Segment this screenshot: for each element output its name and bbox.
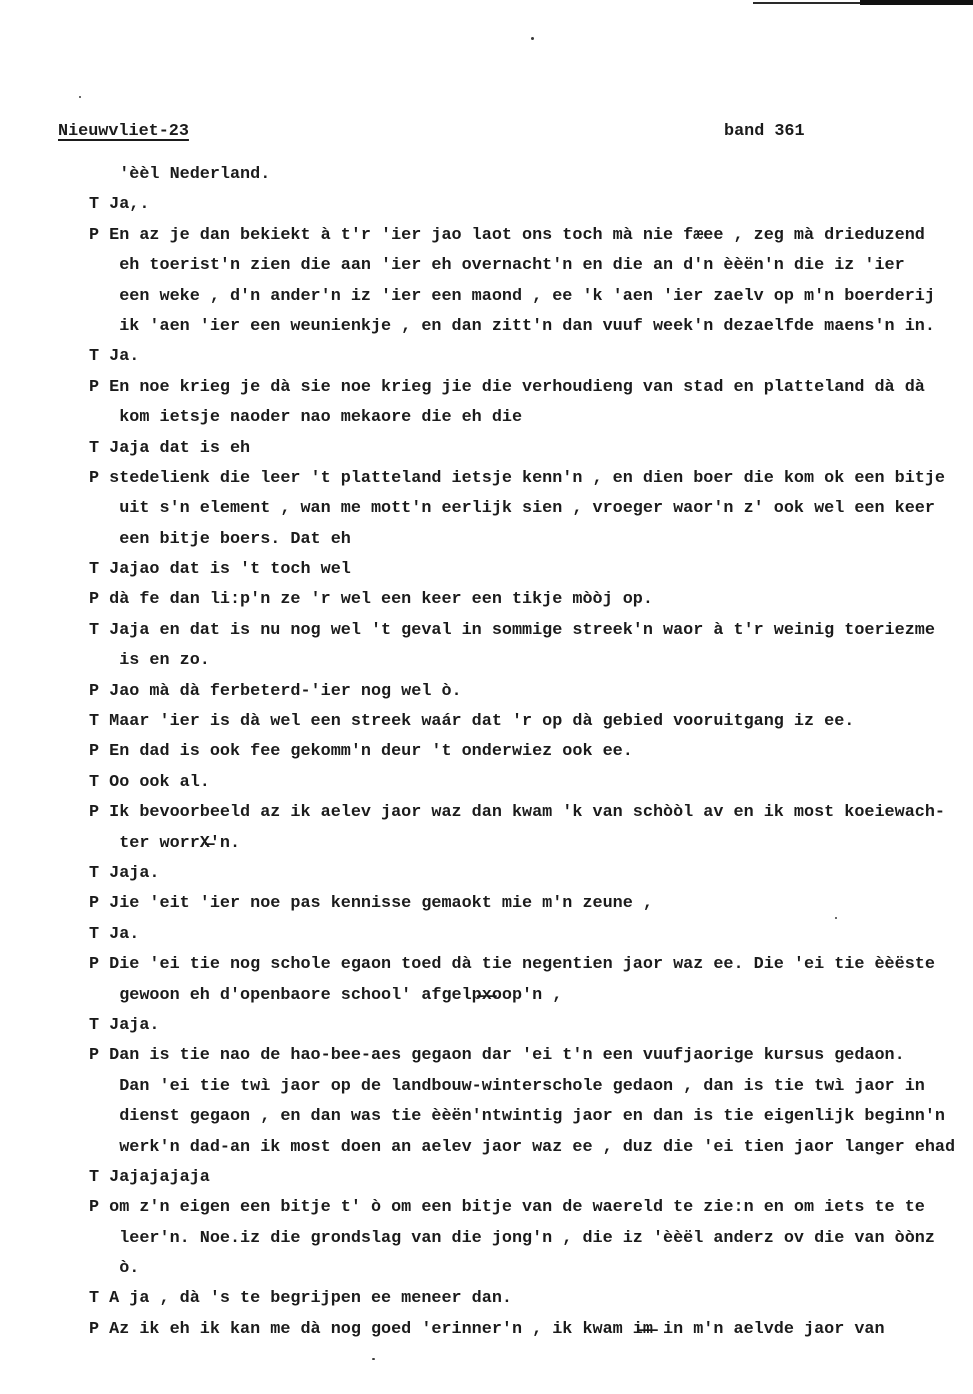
transcript-line: P dà fe dan li:p'n ze 'r wel een keer een tikje mòòj op.: [89, 590, 653, 610]
transcript-line: T Jajao dat is 't toch wel: [89, 560, 351, 580]
transcript-line: T Jaja.: [89, 1015, 160, 1035]
transcript-line: P Az ik eh ik kan me dà nog goed 'erinner'n , ik kwam i̶m̶ in m'n aelvde jaor van: [89, 1319, 885, 1339]
transcript-line: T Ja,.: [89, 195, 150, 215]
scan-edge-line: [860, 0, 973, 5]
transcript-line: P En dad is ook fee gekomm'n deur 't onderwiez ook ee.: [89, 742, 633, 762]
transcript-line: P Die 'ei tie nog schole egaon toed dà tie negentien jaor waz ee. Die 'ei tie èèëste: [89, 955, 935, 975]
transcript-line: dienst gegaon , en dan was tie èèën'ntwintig jaor en dan is tie eigenlijk beginn'n: [89, 1107, 945, 1127]
transcript-line: een bitje boers. Dat eh: [89, 529, 351, 549]
transcript-line: P En noe krieg je dà sie noe krieg jie die verhoudieng van stad en platteland dà dà: [89, 377, 925, 397]
transcript-line: Dan 'ei tie twì jaor op de landbouw-winterschole gedaon , dan is tie twì jaor in: [89, 1076, 925, 1096]
page-title: Nieuwvliet-23: [58, 122, 189, 141]
transcript-line: een weke , d'n ander'n iz 'ier een maond , ee 'k 'aen 'ier zaelv op m'n boerderij: [89, 286, 935, 306]
band-number-label: band 361: [724, 122, 805, 141]
transcript-line: P En az je dan bekiekt à t'r 'ier jao laot ons toch mà nie fæee , zeg mà drieduzend: [89, 225, 925, 245]
transcript-line: leer'n. Noe.iz die grondslag van die jong'n , die iz 'èèël anderz ov die van òònz: [89, 1228, 935, 1248]
transcript-line: T Jajajajaja: [89, 1167, 210, 1187]
transcript-line: ik 'aen 'ier een weunienkje , en dan zitt'n dan vuuf week'n dezaelfde maens'n in.: [89, 316, 935, 336]
transcript-line: T Maar 'ier is dà wel een streek waár dat 'r op dà gebied vooruitgang iz ee.: [89, 712, 855, 732]
transcript-line: P stedelienk die leer 't platteland ietsje kenn'n , en dien boer die kom ok een bitje: [89, 468, 945, 488]
transcript-line: T Jaja en dat is nu nog wel 't geval in sommige streek'n waor à t'r weinig toeriezme: [89, 620, 935, 640]
transcript-line: T Ja.: [89, 924, 140, 944]
transcript-line: T Jaja dat is eh: [89, 438, 251, 458]
transcript-line: P om z'n eigen een bitje t' ò om een bitje van de waereld te zie:n en om iets te te: [89, 1198, 925, 1218]
transcript-line: uit s'n element , wan me mott'n eerlijk sien , vroeger waor'n z' ook wel een keer: [89, 499, 935, 519]
transcript-line: P Ik bevoorbeeld az ik aelev jaor waz dan kwam 'k van schòòl av en ik most koeiewach-: [89, 803, 945, 823]
transcript-line: eh toerist'n zien die aan 'ier eh overnacht'n en die an d'n èèën'n die iz 'ier: [89, 256, 905, 276]
transcript-line: 'èèl Nederland.: [89, 165, 271, 184]
scan-speck: [372, 1358, 375, 1360]
transcript-line: werk'n dad-an ik most doen an aelev jaor waz ee , duz die 'ei tien jaor langer ehad: [89, 1137, 956, 1157]
scan-speck: [531, 37, 534, 40]
transcript-line: kom ietsje naoder nao mekaore die eh die: [89, 408, 523, 428]
scan-edge-line: [753, 2, 865, 4]
transcript: [89, 160, 969, 1345]
transcript-line: ter worrX̶'n.: [89, 833, 241, 853]
transcript-line: T Jaja.: [89, 863, 160, 883]
transcript-line: ò.: [89, 1259, 140, 1279]
transcript-line: gewoon eh d'openbaore school' afgelp̶x̶oop'n ,: [89, 985, 563, 1005]
transcript-line: P Dan is tie nao de hao-bee-aes gegaon dar 'ei t'n een vuufjaorige kursus gedaon.: [89, 1046, 905, 1066]
transcript-line: P Jao mà dà ferbeterd-'ier nog wel ò.: [89, 681, 462, 701]
scan-speck: [79, 96, 81, 98]
transcript-line: T Oo ook al.: [89, 772, 210, 792]
transcript-line: T Ja.: [89, 347, 140, 367]
transcript-line: is en zo.: [89, 651, 210, 671]
transcript-line: P Jie 'eit 'ier noe pas kennisse gemaokt mie m'n zeune ,: [89, 894, 653, 914]
transcript-line: T A ja , dà 's te begrijpen ee meneer dan.: [89, 1289, 512, 1309]
